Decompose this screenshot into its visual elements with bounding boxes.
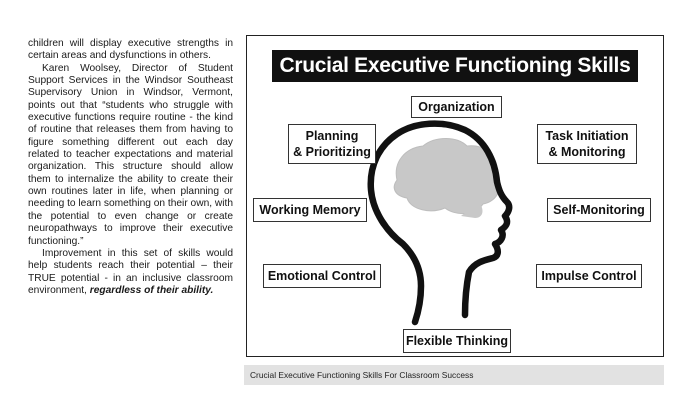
article-paragraph-3-text: Improvement in this set of skills would help students reach their potential – their TRUE potential - in an inclusive classroom environment, xyxy=(28,247,233,296)
skill-label: & Prioritizing xyxy=(293,145,371,159)
skills-figure xyxy=(246,35,664,357)
skill-flexible-thinking xyxy=(403,329,511,353)
article-column xyxy=(28,38,233,297)
article-paragraph-3 xyxy=(28,248,233,297)
figure-title: Crucial Executive Functioning Skills xyxy=(272,50,638,82)
skill-label: Planning xyxy=(305,129,359,143)
skill-task-initiation-monitoring xyxy=(537,124,637,164)
head-silhouette-icon xyxy=(247,36,663,356)
figure-caption: Crucial Executive Functioning Skills For Classroom Success xyxy=(244,365,664,385)
article-paragraph-1: children will display executive strengths in certain areas and dysfunctions in others. xyxy=(28,38,233,62)
skill-organization xyxy=(411,96,502,118)
skill-label: Working Memory xyxy=(259,203,361,217)
article-emphasis: regardless of their ability. xyxy=(89,284,214,296)
skill-label: Self-Monitoring xyxy=(553,203,645,217)
skill-label: Emotional Control xyxy=(267,269,377,283)
article-paragraph-2: Karen Woolsey, Director of Student Support Services in the Windsor Southeast Supervisory Union in Windsor, Vermont, points out that “students who struggle with executive functions require routine - the kind of routine that releases them from having to figure something different out each day related to teacher expectations and material organization. This structure should allow them to internalize the ability to create their own routines later in life, when planning or needing to learn something on their own, with the potential to even change or create neuropathways to improve their executive functioning.” xyxy=(28,62,234,247)
skill-label: Organization xyxy=(418,100,495,114)
skill-label: Flexible Thinking xyxy=(405,334,509,348)
skill-label: Impulse Control xyxy=(541,269,637,283)
skill-self-monitoring xyxy=(547,198,651,222)
skill-emotional-control xyxy=(263,264,381,288)
skill-label: & Monitoring xyxy=(548,145,626,159)
skill-impulse-control xyxy=(536,264,642,288)
skill-planning-prioritizing xyxy=(288,124,376,164)
skill-label: Task Initiation xyxy=(545,129,629,143)
skill-working-memory xyxy=(253,198,367,222)
